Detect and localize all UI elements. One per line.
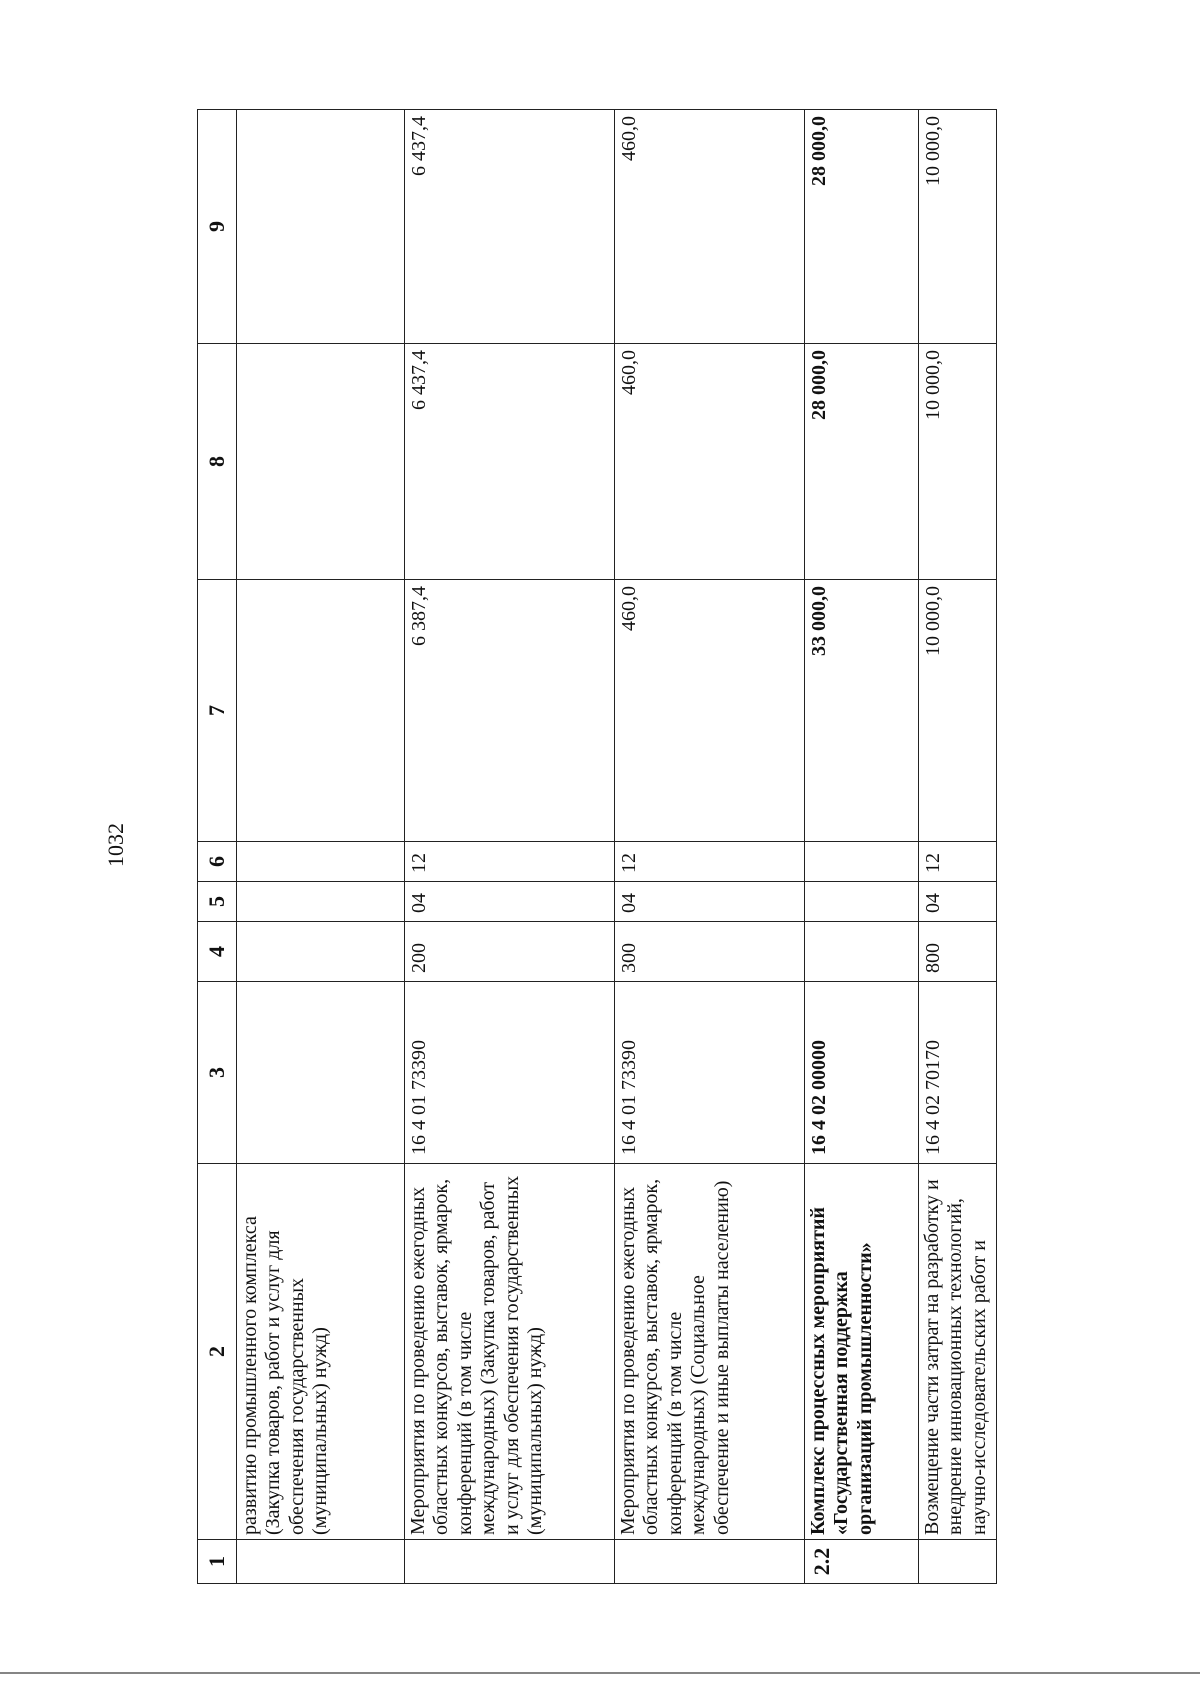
col-header: 4 <box>198 922 237 982</box>
row-col5 <box>805 882 919 922</box>
row-number: 2.2 <box>805 1540 919 1584</box>
row-col5 <box>237 882 405 922</box>
row-col6 <box>237 842 405 882</box>
row-code: 16 4 01 73390 <box>615 982 805 1164</box>
row-col4: 200 <box>405 922 615 982</box>
col-header: 9 <box>198 110 237 344</box>
row-description: Комплекс процессных мероприятий «Государственная поддержка организаций промышленности» <box>805 1164 919 1540</box>
scan-edge-line <box>0 1672 1200 1674</box>
col-header: 7 <box>198 580 237 842</box>
row-value-7: 33 000,0 <box>805 580 919 842</box>
row-value-8: 6 437,4 <box>405 344 615 580</box>
col-header: 3 <box>198 982 237 1164</box>
row-col5: 04 <box>405 882 615 922</box>
col-header: 5 <box>198 882 237 922</box>
col-header: 1 <box>198 1540 237 1584</box>
row-description: Возмещение части затрат на разработку и внедрение инновационных технологий, научно-исследовательских работ и <box>919 1164 997 1540</box>
row-value-9: 460,0 <box>615 110 805 344</box>
row-col6: 12 <box>919 842 997 882</box>
page-number: 1032 <box>103 823 128 867</box>
row-number <box>919 1540 997 1584</box>
header-row <box>198 110 237 1584</box>
table-row <box>405 110 615 1584</box>
row-col4: 800 <box>919 922 997 982</box>
row-value-9 <box>237 110 405 344</box>
row-col5: 04 <box>919 882 997 922</box>
row-value-9: 6 437,4 <box>405 110 615 344</box>
row-number <box>405 1540 615 1584</box>
row-col5: 04 <box>615 882 805 922</box>
row-value-8: 10 000,0 <box>919 344 997 580</box>
row-code: 16 4 02 70170 <box>919 982 997 1164</box>
row-value-7: 460,0 <box>615 580 805 842</box>
budget-table <box>197 109 997 1584</box>
row-number <box>237 1540 405 1584</box>
col-header: 2 <box>198 1164 237 1540</box>
row-col6: 12 <box>405 842 615 882</box>
row-value-9: 10 000,0 <box>919 110 997 344</box>
rotated-table-container <box>197 110 997 1584</box>
table-row <box>237 110 405 1584</box>
row-value-8: 28 000,0 <box>805 344 919 580</box>
table-row <box>919 110 997 1584</box>
row-value-8 <box>237 344 405 580</box>
col-header: 6 <box>198 842 237 882</box>
row-col4 <box>237 922 405 982</box>
row-code: 16 4 02 00000 <box>805 982 919 1164</box>
row-description: Мероприятия по проведению ежегодных областных конкурсов, выставок, ярмарок, конференций (в том числе международных) (Закупка товаров, работ и услуг для обеспечения государственных (муниципальных) нужд) <box>405 1164 615 1540</box>
row-description: развитию промышленного комплекса (Закупка товаров, работ и услуг для обеспечения государственных (муниципальных) нужд) <box>237 1164 405 1540</box>
table-row <box>615 110 805 1584</box>
row-code <box>237 982 405 1164</box>
row-value-7: 10 000,0 <box>919 580 997 842</box>
col-header: 8 <box>198 344 237 580</box>
row-code: 16 4 01 73390 <box>405 982 615 1164</box>
row-col6 <box>805 842 919 882</box>
row-col4: 300 <box>615 922 805 982</box>
row-description: Мероприятия по проведению ежегодных областных конкурсов, выставок, ярмарок, конференций (в том числе международных) (Социальное обеспечение и иные выплаты населению) <box>615 1164 805 1540</box>
row-col4 <box>805 922 919 982</box>
row-value-7: 6 387,4 <box>405 580 615 842</box>
row-number <box>615 1540 805 1584</box>
row-value-9: 28 000,0 <box>805 110 919 344</box>
row-value-7 <box>237 580 405 842</box>
table-row <box>805 110 919 1584</box>
row-col6: 12 <box>615 842 805 882</box>
row-value-8: 460,0 <box>615 344 805 580</box>
